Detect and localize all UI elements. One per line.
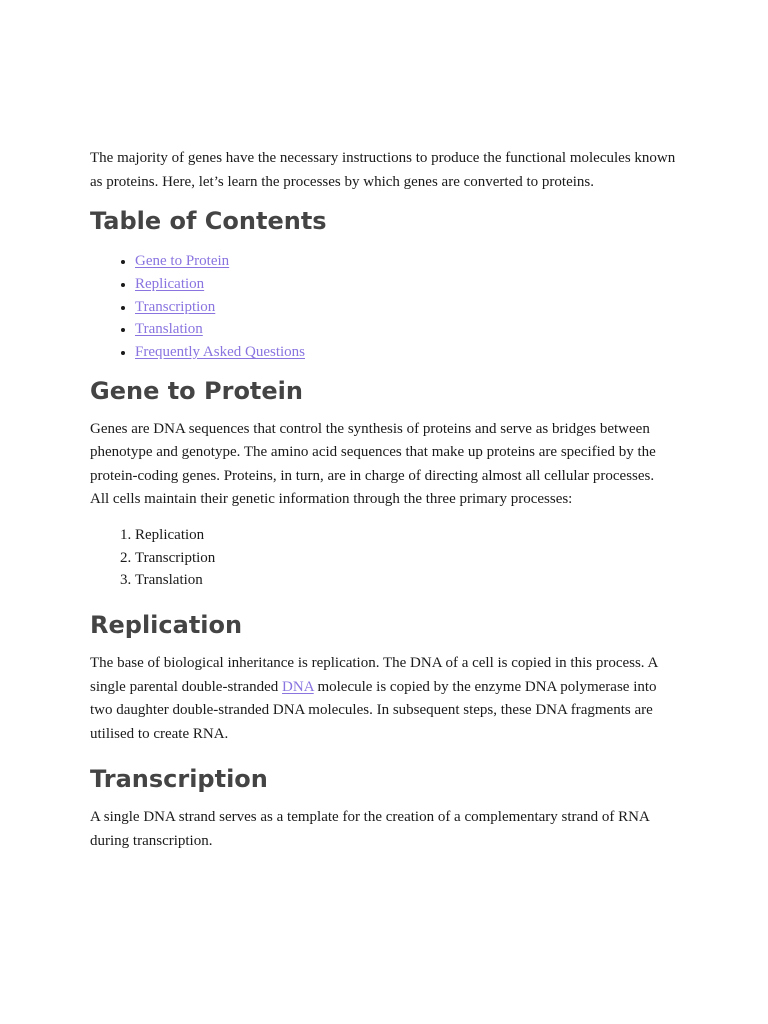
transcription-paragraph: A single DNA strand serves as a template for the creation of a complementary strand of RNA during transcription. — [90, 809, 650, 849]
toc-link-gene-to-protein[interactable]: Gene to Protein — [135, 253, 230, 269]
replication-paragraph — [90, 652, 676, 746]
list-item: 3. Translation — [135, 569, 676, 592]
list-item: 1. Replication — [135, 524, 676, 547]
intro-paragraph: The majority of genes have the necessary instructions to produce the functional molecules known as proteins. Here, let’s learn the processes by which genes are converted to proteins. — [90, 150, 676, 190]
toc-link-transcription[interactable]: Transcription — [135, 298, 216, 315]
list-item — [135, 273, 676, 296]
gene-to-protein-paragraph: Genes are DNA sequences that control the synthesis of proteins and serve as bridges between phenotype and genotype. The amino acid sequences that make up proteins are specified by the protein-coding genes. Proteins, in turn, are in charge of directing almost all cellular processes. All cells maintain their genetic information through the three primary processes: — [90, 420, 656, 508]
dna-link[interactable]: DNA — [282, 678, 314, 695]
replication-text-after: molecule is copied by the enzyme DNA polymerase into two daughter double-stranded DNA molecules. In subsequent steps, these DNA fragments are utilised to create RNA. — [90, 678, 657, 742]
toc-heading: Table of Contents — [90, 207, 327, 235]
list-item — [135, 318, 676, 341]
article — [90, 147, 676, 863]
replication-heading: Replication — [90, 611, 243, 639]
gene-to-protein-heading: Gene to Protein — [90, 376, 303, 405]
toc-link-faq[interactable]: Frequently Asked Questions — [135, 344, 305, 360]
toc-link-translation[interactable]: Translation — [135, 321, 203, 338]
process-steps-list — [90, 524, 676, 592]
list-item — [135, 250, 676, 273]
list-item — [135, 296, 676, 319]
transcription-heading: Transcription — [90, 765, 268, 793]
list-item — [135, 341, 676, 364]
list-item: 2. Transcription — [135, 547, 676, 570]
table-of-contents — [90, 250, 676, 364]
replication-text-before: The base of biological inheritance is replication. The DNA of a cell is copied in this process. A single parental double-stranded — [90, 655, 658, 695]
toc-link-replication[interactable]: Replication — [135, 275, 205, 292]
